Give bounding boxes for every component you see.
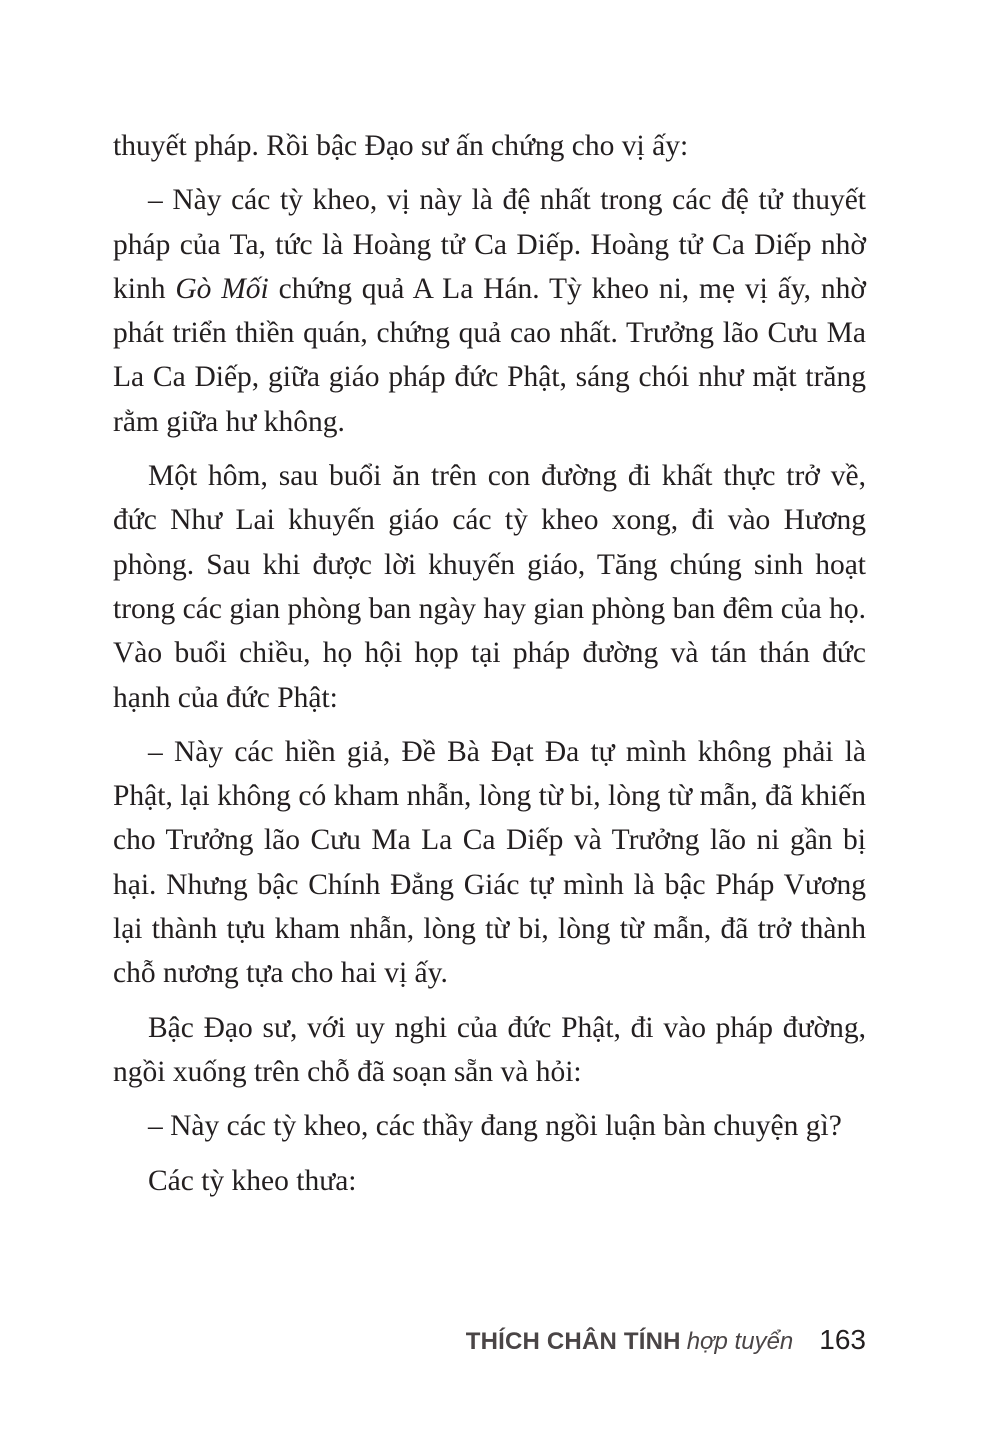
paragraph-6-text: – Này các tỳ kheo, các thầy đang ngồi luận bàn chuyện gì? [148, 1110, 842, 1143]
body-text [113, 124, 866, 1213]
paragraph-7-text: Các tỳ kheo thưa: [148, 1164, 357, 1197]
paragraph-3-text: Một hôm, sau buổi ăn trên con đường đi khất thực trở về, đức Như Lai khuyến giáo các tỳ kheo xong, đi vào Hương phòng. Sau khi được lời khuyến giáo, Tăng chúng sinh hoạt trong các gian phòng ban ngày hay gian phòng ban đêm của họ. Vào buổi chiều, họ hội họp tại pháp đường và tán thán đức hạnh của đức Phật: [113, 460, 866, 714]
sutra-title: Gò Mối [175, 272, 269, 305]
paragraph-2-text-a: – Này các tỳ kheo, vị này là đệ nhất trong các đệ tử thuyết pháp của Ta, tức là Hoàng tử Ca Diếp. Hoàng tử Ca Diếp nhờ kinh [113, 184, 866, 305]
paragraph-2-text-b: chứng quả A La Hán. Tỳ kheo ni, mẹ vị ấy, nhờ phát triển thiền quán, chứng quả cao nhất. Trưởng lão Cưu Ma La Ca Diếp, giữa giáo pháp đức Phật, sáng chói như mặt trăng rằm giữa hư không. [113, 272, 866, 438]
paragraph-7 [113, 1159, 866, 1203]
footer-series: hợp tuyển [686, 1328, 794, 1355]
paragraph-5-text: Bậc Đạo sư, với uy nghi của đức Phật, đi vào pháp đường, ngồi xuống trên chỗ đã soạn sẵn và hỏi: [113, 1011, 866, 1088]
paragraph-2 [113, 178, 866, 444]
paragraph-3 [113, 454, 866, 720]
footer-author: THÍCH CHÂN TÍNH [465, 1328, 681, 1355]
paragraph-5 [113, 1006, 866, 1095]
paragraph-6 [113, 1104, 866, 1148]
paragraph-4-text: – Này các hiền giả, Đề Bà Đạt Đa tự mình không phải là Phật, lại không có kham nhẫn, lòng từ bi, lòng từ mẫn, đã khiến cho Trưởng lão Cưu Ma La Ca Diếp và Trưởng lão ni gần bị hại. Nhưng bậc Chính Đẳng Giác tự mình là bậc Pháp Vương lại thành tựu kham nhẫn, lòng từ bi, lòng từ mẫn, đã trở thành chỗ nương tựa cho hai vị ấy. [113, 735, 866, 990]
paragraph-1 [113, 124, 866, 168]
paragraph-4 [113, 730, 866, 996]
page-number: 163 [819, 1324, 866, 1355]
paragraph-1-text: thuyết pháp. Rồi bậc Đạo sư ấn chứng cho vị ấy: [113, 130, 689, 162]
page-footer [466, 1324, 866, 1368]
